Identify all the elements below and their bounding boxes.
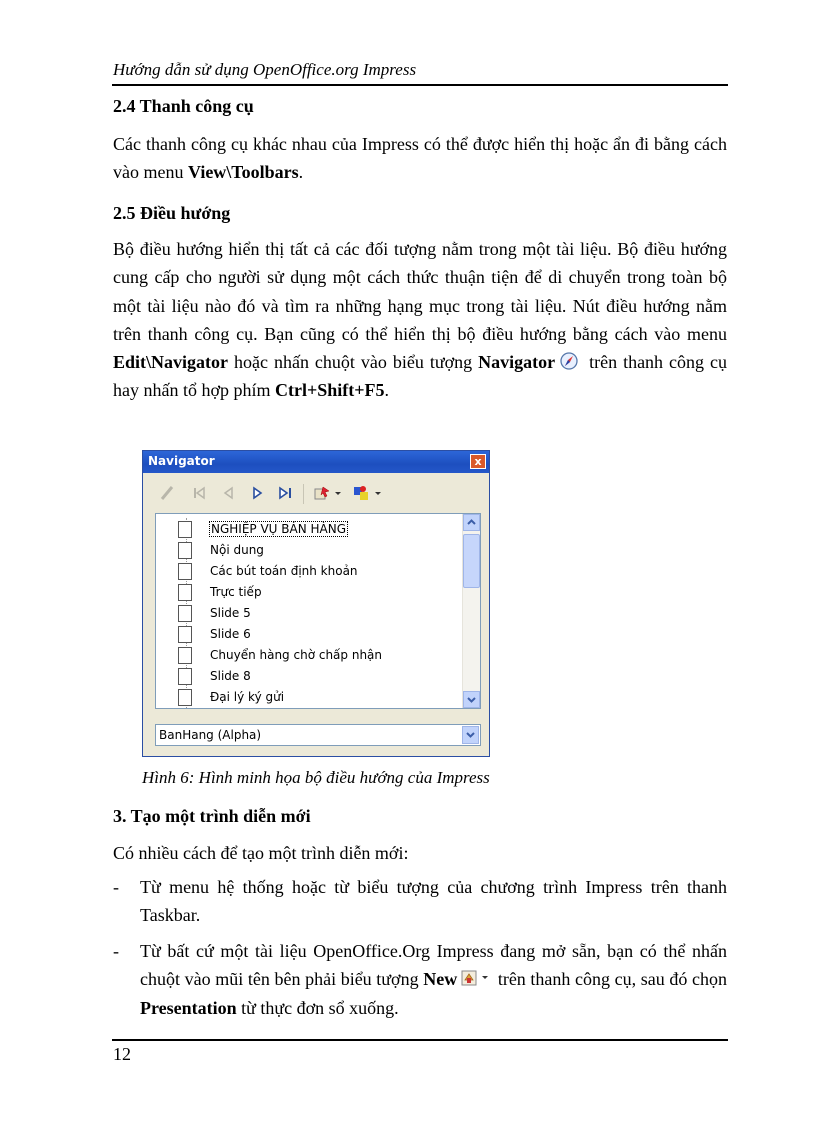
list-item-label: Slide 5 bbox=[210, 606, 251, 620]
bullet2-text-after: từ thực đơn sổ xuống. bbox=[236, 997, 399, 1018]
chevron-up-icon bbox=[464, 515, 479, 530]
close-button[interactable]: x bbox=[470, 454, 486, 469]
slide-page-icon bbox=[178, 626, 192, 643]
list-item-label: Slide 8 bbox=[210, 669, 251, 683]
drag-mode-icon[interactable] bbox=[313, 483, 333, 503]
heading-new-presentation: 3. Tạo một trình diễn mới bbox=[113, 806, 311, 826]
scroll-up-button[interactable] bbox=[463, 514, 480, 531]
bullet-text-1: Từ menu hệ thống hoặc từ biểu tượng của chương trình Impress trên thanh Taskbar. bbox=[140, 877, 727, 926]
navigator-toolbar bbox=[151, 481, 481, 507]
bullet2-text-mid: trên thanh công cụ, sau đó chọn bbox=[493, 969, 728, 990]
navigator-name: Navigator bbox=[478, 352, 556, 373]
previous-slide-icon[interactable] bbox=[219, 483, 239, 503]
pen-icon[interactable] bbox=[157, 483, 177, 503]
list-item-label: Các bút toán định khoản bbox=[210, 564, 358, 578]
header-rule bbox=[112, 84, 728, 86]
shortcut-ctrl-shift-f5: Ctrl+Shift+F5 bbox=[275, 380, 385, 401]
select-dropdown-button[interactable] bbox=[462, 726, 479, 744]
slide-page-icon bbox=[178, 563, 192, 580]
running-header: Hướng dẫn sử dụng OpenOffice.org Impress bbox=[113, 60, 417, 79]
new-label: New bbox=[423, 969, 458, 990]
toolbar-separator bbox=[303, 484, 304, 504]
new-document-icon bbox=[459, 968, 491, 988]
menu-view-toolbars: View\Toolbars bbox=[187, 162, 299, 183]
last-slide-icon[interactable] bbox=[275, 483, 295, 503]
toolbars-text-before: Các thanh công cụ khác nhau của Impress có thể được hiển thị hoặc ẩn đi bằng cách vào menu bbox=[113, 134, 727, 183]
bullet-dash: - bbox=[113, 941, 119, 961]
list-item-label: Nội dung bbox=[210, 543, 264, 557]
paragraph-navigation bbox=[113, 235, 727, 405]
navigator-compass-icon bbox=[559, 351, 579, 371]
paragraph-intro: Có nhiều cách để tạo một trình diễn mới: bbox=[113, 843, 409, 863]
figure-caption: Hình 6: Hình minh họa bộ điều hướng của Impress bbox=[142, 768, 490, 787]
navigation-text-1: Bộ điều hướng hiển thị tất cả các đối tượng nằm trong một tài liệu. Bộ điều hướng cung cấp cho người sử dụng một cách thức thuận tiện để di chuyển trong toàn bộ một tài liệu nào đó và tìm ra những hạng mục trong tài liệu. Nút điều hướng nằm trên thanh công cụ. Bạn cũng có thể hiển thị bộ điều hướng bằng cách vào menu bbox=[113, 239, 727, 344]
slide-list bbox=[155, 513, 481, 709]
document-select-value: BanHang (Alpha) bbox=[159, 728, 262, 742]
chevron-down-icon[interactable] bbox=[333, 483, 343, 503]
vertical-scrollbar[interactable] bbox=[462, 514, 480, 708]
slide-page-icon bbox=[178, 668, 192, 685]
navigator-titlebar bbox=[143, 451, 489, 473]
slide-page-icon bbox=[178, 542, 192, 559]
next-slide-icon[interactable] bbox=[247, 483, 267, 503]
chevron-down-icon bbox=[464, 692, 479, 707]
slide-page-icon bbox=[178, 605, 192, 622]
bullet-text-2 bbox=[140, 937, 727, 1022]
chevron-down-icon bbox=[463, 727, 478, 743]
slide-page-icon bbox=[178, 647, 192, 664]
footer-rule bbox=[112, 1039, 728, 1041]
bullet-item bbox=[113, 873, 727, 930]
list-item-label: Trực tiếp bbox=[210, 585, 262, 599]
navigator-window bbox=[142, 450, 490, 757]
heading-toolbars: 2.4 Thanh công cụ bbox=[113, 96, 254, 116]
navigation-text-3: trên thanh công cụ hay nhấn tổ hợp phím bbox=[113, 352, 728, 401]
bullet2-text-before: Từ bất cứ một tài liệu OpenOffice.Org Impress đang mở sẵn, bạn có thể nhấn chuột vào mũi tên bên phải biểu tượng bbox=[140, 941, 727, 990]
list-item-label: NGHIỆP VỤ BÁN HÀNG bbox=[211, 522, 347, 536]
bullet-item bbox=[113, 937, 727, 1022]
presentation-label: Presentation bbox=[140, 997, 237, 1018]
toolbars-text-after: . bbox=[298, 162, 304, 183]
navigation-text-2: hoặc nhấn chuột vào biểu tượng bbox=[228, 352, 479, 373]
bullet-dash: - bbox=[113, 877, 119, 897]
page-number: 12 bbox=[113, 1044, 131, 1064]
shapes-icon[interactable] bbox=[351, 483, 371, 503]
navigation-text-4: . bbox=[384, 380, 390, 401]
menu-edit-navigator: Edit\Navigator bbox=[113, 352, 228, 373]
heading-navigation: 2.5 Điều hướng bbox=[113, 203, 231, 223]
chevron-down-icon[interactable] bbox=[373, 483, 383, 503]
slide-page-icon bbox=[178, 584, 192, 601]
list-item-label: Đại lý ký gửi bbox=[210, 690, 285, 704]
paragraph-toolbars bbox=[113, 130, 727, 187]
scroll-down-button[interactable] bbox=[463, 691, 480, 708]
scroll-thumb[interactable] bbox=[463, 534, 480, 588]
slide-page-icon bbox=[178, 521, 192, 538]
document-select[interactable] bbox=[155, 724, 481, 746]
first-slide-icon[interactable] bbox=[189, 483, 209, 503]
list-item-label: Chuyển hàng chờ chấp nhận bbox=[210, 648, 383, 662]
navigator-title: Navigator bbox=[148, 454, 215, 468]
slide-page-icon bbox=[178, 689, 192, 706]
list-item-label: Slide 6 bbox=[210, 627, 251, 641]
